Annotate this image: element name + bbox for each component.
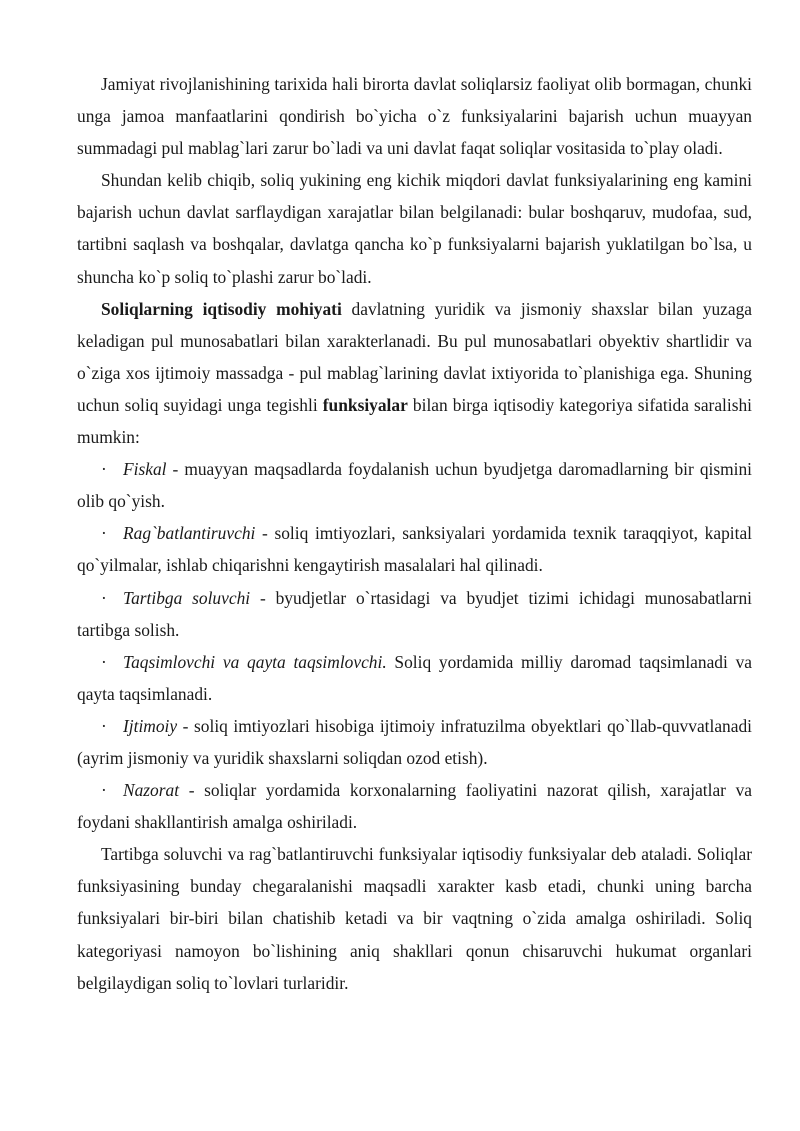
functions-keyword: funksiyalar xyxy=(322,394,408,415)
function-term: Rag`batlantiruvchi xyxy=(123,523,256,544)
function-item-distributive xyxy=(77,646,752,710)
paragraph-conclusion xyxy=(77,838,752,998)
function-term: Nazorat xyxy=(123,780,180,801)
paragraph-essence xyxy=(77,293,752,453)
essence-text-b: bilan birga iqtisodiy kategoriya sifatida saralishi mumkin: xyxy=(77,394,753,448)
function-text: - muayyan maqsadlarda foydalanish uchun byudjetga daromadlarning bir qismini olib qo`yish. xyxy=(77,459,752,512)
function-item-stimulating xyxy=(77,517,752,581)
paragraph-intro xyxy=(77,68,752,164)
function-text: - soliqlar yordamida korxonalarning faoliyatini nazorat qilish, xarajatlar va foydani shakllantirish amalga oshiriladi. xyxy=(77,780,752,833)
bullet-icon: · xyxy=(101,523,107,544)
function-item-social xyxy=(77,710,752,774)
function-term: Taqsimlovchi va qayta taqsimlovchi. xyxy=(123,651,387,672)
essence-heading: Soliqlarning iqtisodiy mohiyati xyxy=(101,298,342,319)
function-text: - soliq imtiyozlari, sanksiyalari yordamida texnik taraqqiyot, kapital qo`yilmalar, ishlab chiqarishni kengaytirish masalalari hal qilinadi. xyxy=(77,523,752,576)
function-term: Fiskal xyxy=(123,459,167,480)
essence-text-a: davlatning yuridik va jismoniy shaxslar bilan yuzaga keladigan pul munosabatlari bilan xarakterlanadi. Bu pul munosabatlari obyektiv shartlidir va o`ziga xos ijtimoiy massadga - pul mablag`larining davlat ixtiyorida to`planishiga ega. Shuning uchun soliq suyidagi unga tegishli xyxy=(77,298,752,415)
paragraph-conclusion-text: Tartibga soluvchi va rag`batlantiruvchi funksiyalar iqtisodiy funksiyalar deb ataladi. Soliqlar funksiyasining bunday chegaralanishi maqsadli xarakter kasb etadi, chunki uning barcha funksiyalari bir-biri bilan chatishib ketadi va bir vaqtning o`zida amalga oshiriladi. Soliq kategoriyasi namoyon bo`lishining aniq shakllari qonun chisaruvchi hukumat organlari belgilaydigan soliq to`lovlari turlaridir. xyxy=(77,844,752,993)
function-term: Tartibga soluvchi xyxy=(123,587,251,608)
function-text: Soliq yordamida milliy daromad taqsimlanadi va qayta taqsimlanadi. xyxy=(77,651,752,704)
bullet-icon: · xyxy=(101,780,107,801)
bullet-icon: · xyxy=(101,715,107,736)
paragraph-intro-text: Jamiyat rivojlanishining tarixida hali birorta davlat soliqlarsiz faoliyat olib bormagan, chunki unga jamoa manfaatlarini qondirish bo`yicha o`z funksiyalarini bajarish uchun muayyan summadagi pul mablag`lari zarur bo`ladi va uni davlat faqat soliqlar vositasida to`play oladi. xyxy=(77,74,752,159)
bullet-icon: · xyxy=(101,587,107,608)
function-item-fiscal xyxy=(77,453,752,517)
bullet-icon: · xyxy=(101,459,107,480)
paragraph-tax-burden-text: Shundan kelib chiqib, soliq yukining eng kichik miqdori davlat funksiyalarining eng kamini bajarish uchun davlat sarflaydigan xarajatlar bilan belgilanadi: bular boshqaruv, mudofaa, sud, tartibni saqlash va boshqalar, davlatga qancha ko`p funksiyalarni bajarish yuklatilgan bo`lsa, u shuncha ko`p soliq to`plashi zarur bo`ladi. xyxy=(77,170,752,287)
function-text: - byudjetlar o`rtasidagi va byudjet tizimi ichidagi munosabatlarni tartibga solish. xyxy=(77,587,752,640)
function-text: - soliq imtiyozlari hisobiga ijtimoiy infratuzilma obyektlari qo`llab-quvvatlanadi (ayrim jismoniy va yuridik shaxslarni soliqdan ozod etish). xyxy=(77,715,752,768)
function-item-regulating xyxy=(77,582,752,646)
bullet-icon: · xyxy=(101,651,107,672)
paragraph-tax-burden xyxy=(77,164,752,292)
function-term: Ijtimoiy xyxy=(123,715,178,736)
function-item-control xyxy=(77,774,752,838)
